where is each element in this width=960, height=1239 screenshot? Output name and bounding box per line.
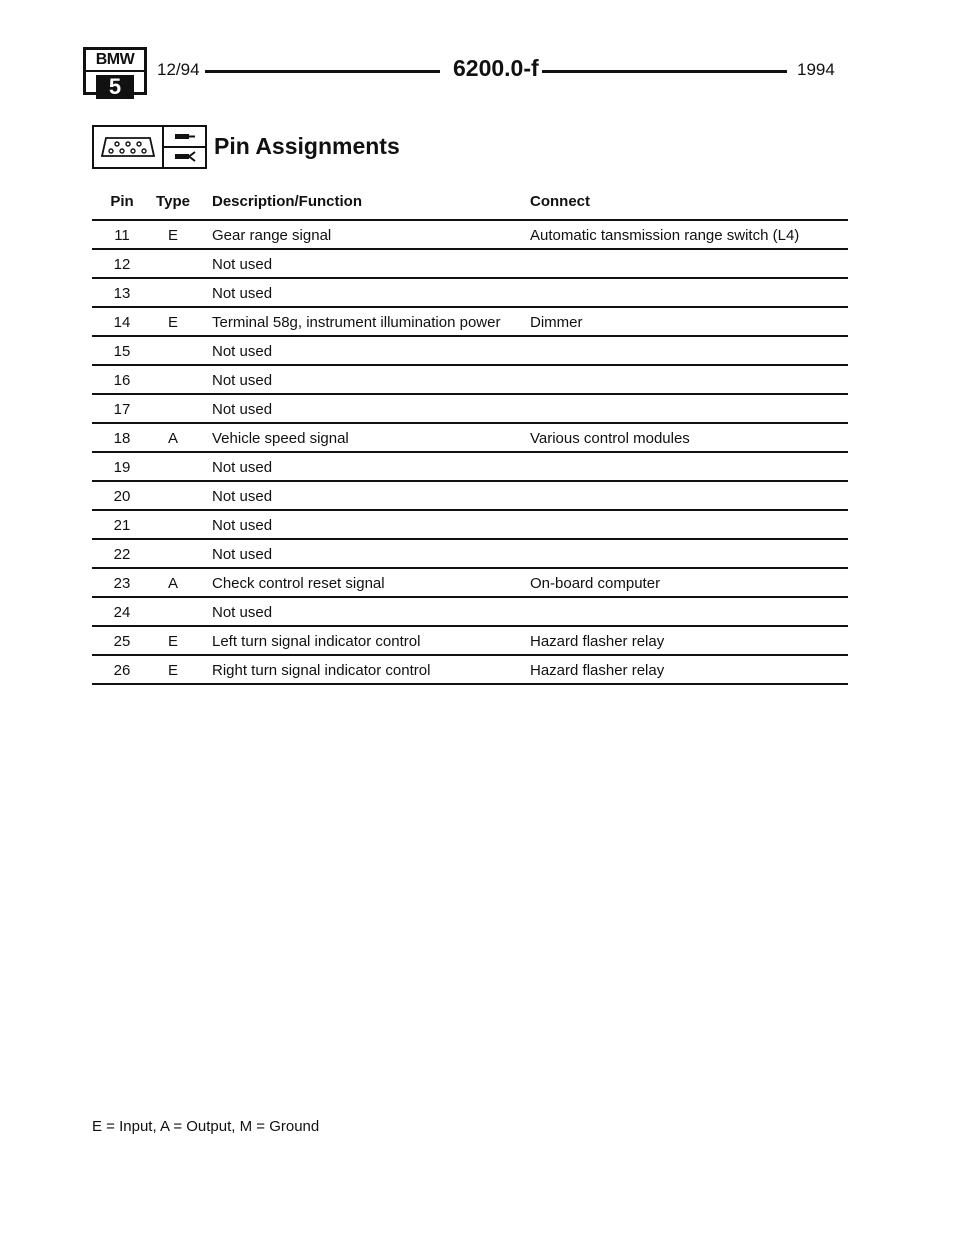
cell-pin: 12: [92, 249, 152, 278]
table-row: [92, 394, 848, 423]
cell-description: Not used: [194, 597, 530, 626]
cell-type: A: [152, 423, 194, 452]
cell-description: Not used: [194, 278, 530, 307]
legend-footnote: E = Input, A = Output, M = Ground: [92, 1118, 320, 1135]
cell-type: E: [152, 307, 194, 336]
cell-type: [152, 597, 194, 626]
cell-pin: 22: [92, 539, 152, 568]
cell-connect: [530, 365, 848, 394]
header-doc-number: 6200.0-f: [453, 55, 539, 81]
header-description: Description/Function: [194, 193, 530, 220]
cell-description: Terminal 58g, instrument illumination power: [194, 307, 530, 336]
cell-connect: [530, 510, 848, 539]
cell-description: Not used: [194, 510, 530, 539]
cell-connect: [530, 278, 848, 307]
cell-pin: 25: [92, 626, 152, 655]
cell-connect: Automatic tansmission range switch (L4): [530, 220, 848, 249]
cell-pin: 23: [92, 568, 152, 597]
cell-description: Not used: [194, 452, 530, 481]
cell-description: Not used: [194, 249, 530, 278]
cell-description: Not used: [194, 365, 530, 394]
cell-connect: Hazard flasher relay: [530, 626, 848, 655]
logo-brand-text: BMW: [86, 50, 144, 72]
table-body: [92, 220, 848, 684]
table-row: [92, 278, 848, 307]
cell-type: [152, 278, 194, 307]
pin-assignment-table: [92, 193, 848, 685]
cell-pin: 18: [92, 423, 152, 452]
table-row: [92, 568, 848, 597]
cell-description: Vehicle speed signal: [194, 423, 530, 452]
cell-type: [152, 481, 194, 510]
cell-connect: [530, 597, 848, 626]
cell-pin: 24: [92, 597, 152, 626]
table-row: [92, 539, 848, 568]
cell-type: [152, 365, 194, 394]
cell-description: Not used: [194, 539, 530, 568]
cell-type: E: [152, 626, 194, 655]
connector-icon: [92, 125, 164, 169]
cell-description: Check control reset signal: [194, 568, 530, 597]
cell-connect: Dimmer: [530, 307, 848, 336]
cell-pin: 14: [92, 307, 152, 336]
cell-type: A: [152, 568, 194, 597]
cell-pin: 19: [92, 452, 152, 481]
cell-description: Not used: [194, 336, 530, 365]
cell-pin: 13: [92, 278, 152, 307]
cell-type: [152, 394, 194, 423]
header-pin: Pin: [92, 193, 152, 220]
cell-pin: 26: [92, 655, 152, 684]
table-row: [92, 510, 848, 539]
cell-description: Right turn signal indicator control: [194, 655, 530, 684]
header-connect: Connect: [530, 193, 848, 220]
cell-pin: 11: [92, 220, 152, 249]
cell-type: [152, 539, 194, 568]
cell-pin: 17: [92, 394, 152, 423]
section-title: Pin Assignments: [214, 133, 400, 159]
cell-connect: [530, 452, 848, 481]
cell-connect: [530, 336, 848, 365]
cell-pin: 16: [92, 365, 152, 394]
table-row: [92, 220, 848, 249]
cell-connect: [530, 249, 848, 278]
logo-series-text: 5: [96, 75, 134, 99]
header-rule-right: [542, 70, 787, 73]
table-row: [92, 626, 848, 655]
table-row: [92, 597, 848, 626]
bmw-5-logo: [83, 47, 147, 99]
table-row: [92, 481, 848, 510]
table-row: [92, 365, 848, 394]
cell-pin: 15: [92, 336, 152, 365]
cell-connect: [530, 394, 848, 423]
table-row: [92, 423, 848, 452]
table-row: [92, 307, 848, 336]
cell-connect: [530, 539, 848, 568]
cell-type: [152, 510, 194, 539]
cell-connect: Various control modules: [530, 423, 848, 452]
cell-connect: Hazard flasher relay: [530, 655, 848, 684]
header-date: 12/94: [157, 60, 200, 79]
header-type: Type: [152, 193, 194, 220]
table-header-row: [92, 193, 848, 220]
cell-description: Not used: [194, 394, 530, 423]
cell-description: Left turn signal indicator control: [194, 626, 530, 655]
input-output-icon: [164, 125, 207, 169]
table-row: [92, 336, 848, 365]
header-rule-left: [205, 70, 440, 73]
cell-type: E: [152, 655, 194, 684]
cell-description: Not used: [194, 481, 530, 510]
header-year: 1994: [797, 60, 835, 79]
table-row: [92, 655, 848, 684]
connector-icon-drawing: [100, 136, 156, 158]
cell-description: Gear range signal: [194, 220, 530, 249]
cell-type: E: [152, 220, 194, 249]
cell-pin: 21: [92, 510, 152, 539]
table-row: [92, 452, 848, 481]
cell-type: [152, 452, 194, 481]
io-divider: [164, 146, 205, 148]
cell-type: [152, 249, 194, 278]
table-row: [92, 249, 848, 278]
cell-connect: On-board computer: [530, 568, 848, 597]
cell-pin: 20: [92, 481, 152, 510]
cell-type: [152, 336, 194, 365]
cell-connect: [530, 481, 848, 510]
